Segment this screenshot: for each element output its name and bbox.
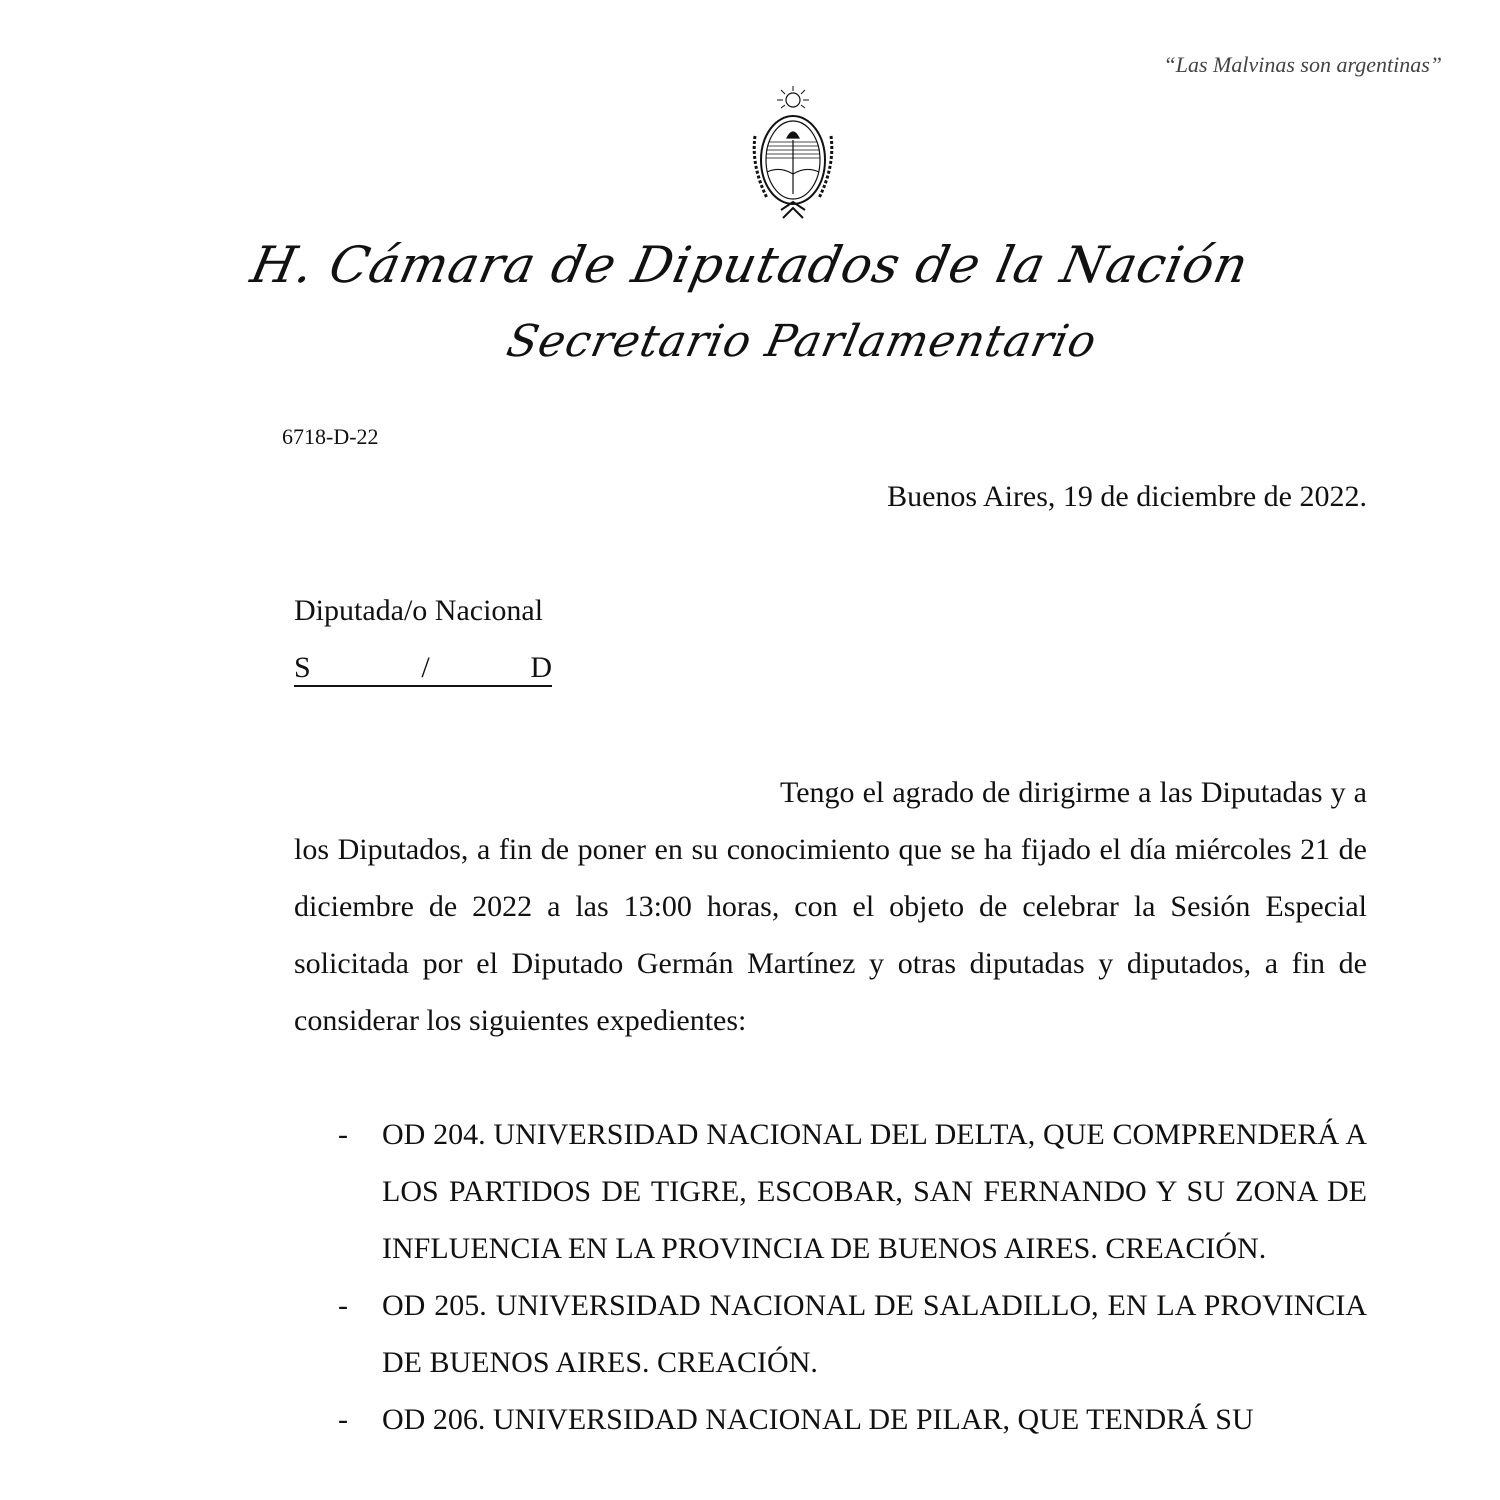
list-item	[294, 1391, 1367, 1448]
su-despacho	[294, 651, 552, 687]
chamber-title: H. Cámara de Diputados de la Nación	[245, 236, 1254, 294]
bullet-dash: -	[338, 1118, 348, 1151]
expedientes-list	[294, 1106, 1367, 1448]
list-item-text: OD 206. UNIVERSIDAD NACIONAL DE PILAR, QUE TENDRÁ SU	[382, 1403, 1254, 1436]
body-paragraph	[294, 764, 1367, 1049]
body-text: Tengo el agrado de dirigirme a las Diputadas y a los Diputados, a fin de poner en su conocimiento que se ha fijado el día miércoles 21 de diciembre de 2022 a las 13:00 horas, con el objeto de celebrar la Sesión Especial solicitada por el Diputado Germán Martínez y otras diputadas y diputados, a fin de considerar los siguientes expedientes:	[294, 776, 1367, 1037]
expediente-number: 6718-D-22	[282, 424, 379, 449]
sd-s: S	[294, 651, 311, 684]
sd-slash: /	[421, 651, 430, 684]
bullet-dash: -	[338, 1403, 348, 1436]
dateline: Buenos Aires, 19 de diciembre de 2022.	[887, 480, 1367, 513]
addressee: Diputada/o Nacional	[294, 594, 544, 627]
sd-d: D	[530, 651, 552, 684]
list-item	[294, 1106, 1367, 1277]
list-item-text: OD 204. UNIVERSIDAD NACIONAL DEL DELTA, QUE COMPRENDERÁ A LOS PARTIDOS DE TIGRE, ESCOBAR, SAN FERNANDO Y SU ZONA DE INFLUENCIA EN LA PROVINCIA DE BUENOS AIRES. CREACIÓN.	[382, 1118, 1367, 1265]
office-title: Secretario Parlamentario	[502, 316, 1102, 367]
list-item	[294, 1277, 1367, 1391]
motto: “Las Malvinas son argentinas”	[1163, 52, 1442, 77]
bullet-dash: -	[338, 1289, 348, 1322]
list-item-text: OD 205. UNIVERSIDAD NACIONAL DE SALADILLO, EN LA PROVINCIA DE BUENOS AIRES. CREACIÓN.	[382, 1289, 1367, 1379]
argentina-coat-of-arms-icon	[747, 86, 839, 226]
